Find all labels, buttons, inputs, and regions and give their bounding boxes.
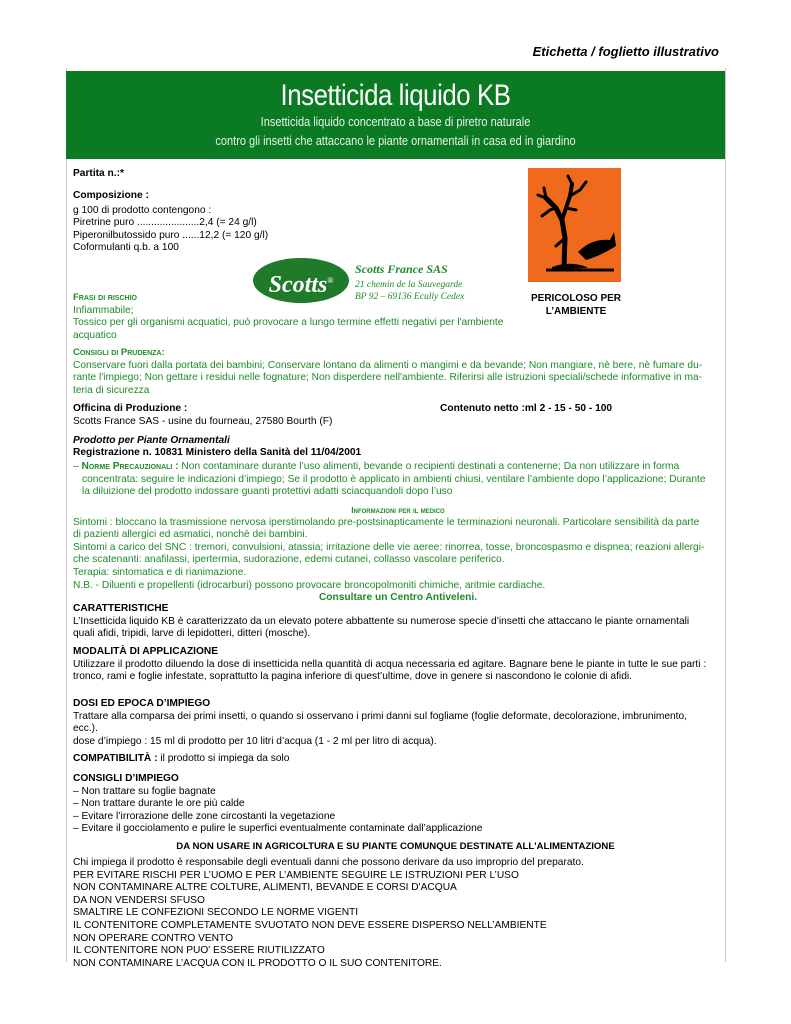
medical-info-line: di pazienti allergici ed asmatici, nonchè dei bambini. <box>73 529 308 541</box>
agriculture-warning: DA NON USARE IN AGRICOLTURA E SU PIANTE COMUNQUE DESTINATE ALL'ALIMENTAZIONE <box>176 841 615 852</box>
medical-info-line: Terapia: sintomatica e di rianimazione. <box>73 566 247 578</box>
medical-info-section <box>73 504 723 605</box>
safety-advice-line: teria di sicurezza <box>73 384 150 396</box>
company-address-1: 21 chemin de la Sauvegarde <box>355 280 463 290</box>
precautions-dash: – <box>73 461 82 472</box>
hazard-label-line-1: PERICOLOSO PER <box>530 293 621 304</box>
production-site-title: Officina di Produzione : <box>73 403 188 414</box>
precautions-line: concentrata: seguire le indicazioni d’impiego; Se il prodotto è applicato in ambienti chiusi, ventilare l’ambiente dopo l’applicazione; Durante <box>82 473 706 485</box>
hazard-label-line-2: L’AMBIENTE <box>545 305 607 317</box>
final-line: PER EVITARE RISCHI PER L’UOMO E PER L’AMBIENTE SEGUIRE LE ISTRUZIONI PER L’USO <box>73 869 519 881</box>
dosage-title: DOSI ED EPOCA D’IMPIEGO <box>73 698 211 709</box>
risk-phrase-line: acquatico <box>73 329 117 341</box>
medical-info-line: Sintomi a carico del SNC : tremori, convulsioni, atassia; irritazione delle vie aeree: rinorrea, tosse, broncospasmo e dispnea; reazioni allergi- <box>73 541 705 553</box>
dosage-section <box>73 698 687 748</box>
logo-text: Scotts <box>268 272 328 298</box>
compatibility <box>73 753 289 766</box>
company-name: Scotts France SAS <box>355 262 448 276</box>
usage-advice-section <box>73 773 482 836</box>
safety-advice-title: Consigli di Prudenza: <box>73 347 165 358</box>
characteristics-line: L’Insetticida liquido KB è caratterizzato da un elevato potere abbattente su numerose specie d’insetti che attaccano le piante ornamentali <box>73 615 690 627</box>
composition-line: g 100 di prodotto contengono : <box>73 204 212 216</box>
usage-advice-item: – Evitare l’irrorazione delle zone circostanti la vegetazione <box>73 810 336 822</box>
composition-line: Coformulanti q.b. a 100 <box>73 242 179 254</box>
final-line: Chi impiega il prodotto è responsabile degli eventuali danni che possono derivare da uso improprio del preparato. <box>73 857 584 868</box>
final-line: DA NON VENDERSI SFUSO <box>73 894 205 906</box>
net-content: Contenuto netto :ml 2 - 15 - 50 - 100 <box>440 403 613 414</box>
dosage-line: dose d’impiego : 15 ml di prodotto per 10 litri d’acqua (1 - 2 ml per litro di acqua). <box>73 735 437 747</box>
product-title: Insetticida liquido KB <box>280 79 511 112</box>
precautions-title: Norme Precauzionali : <box>81 461 179 472</box>
final-line: IL CONTENITORE NON PUO' ESSERE RIUTILIZZATO <box>73 945 325 957</box>
hazard-label <box>526 293 626 318</box>
dosage-line: ecc.). <box>73 723 98 735</box>
medical-info-title: Informazioni per il medico <box>351 505 445 515</box>
composition-section <box>73 190 268 255</box>
final-instructions <box>73 857 584 970</box>
title-banner <box>66 71 725 159</box>
final-line: NON CONTAMINARE ALTRE COLTURE, ALIMENTI, BEVANDE E CORSI D'ACQUA <box>73 882 457 894</box>
registered-mark: ® <box>327 276 334 285</box>
application-section <box>73 646 706 684</box>
risk-phrases-title: Frasi di rischio <box>73 292 137 303</box>
document-type-label: Etichetta / foglietto illustrativo <box>532 44 719 59</box>
composition-title: Composizione : <box>73 190 149 201</box>
medical-info-line: che scatenanti: anafilassi, ipertermia, sudorazione, edemi cutanei, collasso vascolare periferico. <box>73 554 505 566</box>
company-address-2: BP 92 – 69136 Ecully Cedex <box>355 292 465 302</box>
poison-center-note: Consultare un Centro Antiveleni. <box>318 592 478 604</box>
composition-line: Piretrine puro ......................2,4 (= 24 g/l) <box>73 217 257 229</box>
risk-phrase-line: Infiammabile; <box>73 304 134 316</box>
safety-advice-section <box>73 347 702 397</box>
product-subtitle-1: Insetticida liquido concentrato a base di piretro naturale <box>260 115 531 129</box>
production-site <box>73 403 332 428</box>
usage-advice-item: – Non trattare durante le ore più calde <box>73 798 245 810</box>
characteristics-section <box>73 603 689 641</box>
usage-advice-title: CONSIGLI D’IMPIEGO <box>73 773 179 784</box>
production-site-text: Scotts France SAS - usine du fourneau, 27580 Bourth (F) <box>73 415 333 427</box>
compatibility-title: COMPATIBILITÀ : <box>73 753 158 764</box>
risk-phrases-section <box>73 292 503 342</box>
application-title: MODALITÀ DI APPLICAZIONE <box>73 646 219 657</box>
medical-info-line: N.B. - Diluenti e propellenti (idrocarburi) possono provocare broncopolmoniti chimiche, aritmie cardiache. <box>73 579 546 591</box>
safety-advice-line: Conservare fuori dalla portata dei bambini; Conservare lontano da alimenti o mangimi e da bevande; Non mangiare, nè bere, nè fumare du- <box>73 359 703 371</box>
final-line: SMALTIRE LE CONFEZIONI SECONDO LE NORME VIGENTI <box>73 907 359 919</box>
application-line: tronco, rami e foglie infestate, soprattutto la pagina inferiore di quest’ultime, dove in genere si nascondono le colonie di afidi. <box>73 671 632 683</box>
partita-label: Partita n.:* <box>73 168 124 179</box>
application-line: Utilizzare il prodotto diluendo la dose di insetticida nella quantità di acqua necessaria ed agitare. Bagnare bene le piante in tutte le sue parti : <box>73 658 707 670</box>
composition-line: Piperonilbutossido puro ......12,2 (= 120 g/l) <box>73 229 269 241</box>
final-line: NON CONTAMINARE L’ACQUA CON IL PRODOTTO O IL SUO CONTENITORE. <box>73 957 442 969</box>
compatibility-text: il prodotto si impiega da solo <box>157 753 290 764</box>
precautions-section <box>73 461 723 499</box>
dosage-line: Trattare alla comparsa dei primi insetti, o quando si osservano i primi danni sul fogliame (foglie deformate, decolorazione, imbrunimento, <box>73 710 688 722</box>
safety-advice-line: rante l'impiego; Non gettare i residui nelle fognature; Non disperdere nell'ambiente. Riferirsi alle istruzioni speciali/schede informative in ma- <box>73 372 703 384</box>
environment-hazard-icon <box>528 168 621 282</box>
characteristics-title: CARATTERISTICHE <box>73 603 169 614</box>
final-line: IL CONTENITORE COMPLETAMENTE SVUOTATO NON DEVE ESSERE DISPERSO NELL’AMBIENTE <box>73 919 547 931</box>
final-line: NON OPERARE CONTRO VENTO <box>73 932 234 944</box>
precautions-text: Non contaminare durante l’uso alimenti, bevande o recipienti destinati a contenerne; Da non utilizzare in forma <box>178 461 680 472</box>
usage-advice-item: – Evitare il gocciolamento e pulire le superfici eventualmente contaminate dall’applicazione <box>73 823 483 835</box>
registration-number: Registrazione n. 10831 Ministero della Sanità del 11/04/2001 <box>73 447 362 458</box>
risk-phrase-line: Tossico per gli organismi acquatici, può provocare a lungo termine effetti negativi per l'ambiente <box>73 317 504 329</box>
medical-info-line: Sintomi : bloccano la trasmissione nervosa iperstimolando pre-postsinapticamente le terminazioni neuronali. Particolare sensibilità da parte <box>73 516 700 528</box>
characteristics-line: quali afidi, tripidi, larve di lepidotteri, ditteri (mosche). <box>73 628 311 640</box>
product-subtitle-2: contro gli insetti che attaccano le piante ornamentali in casa ed in giardino <box>215 134 576 148</box>
usage-advice-item: – Non trattare su foglie bagnate <box>73 785 216 797</box>
precautions-line: la diluizione del prodotto indossare guanti protettivi adatti sciacquandoli dopo l’uso <box>82 486 453 498</box>
product-category: Prodotto per Piante Ornamentali <box>73 435 230 446</box>
